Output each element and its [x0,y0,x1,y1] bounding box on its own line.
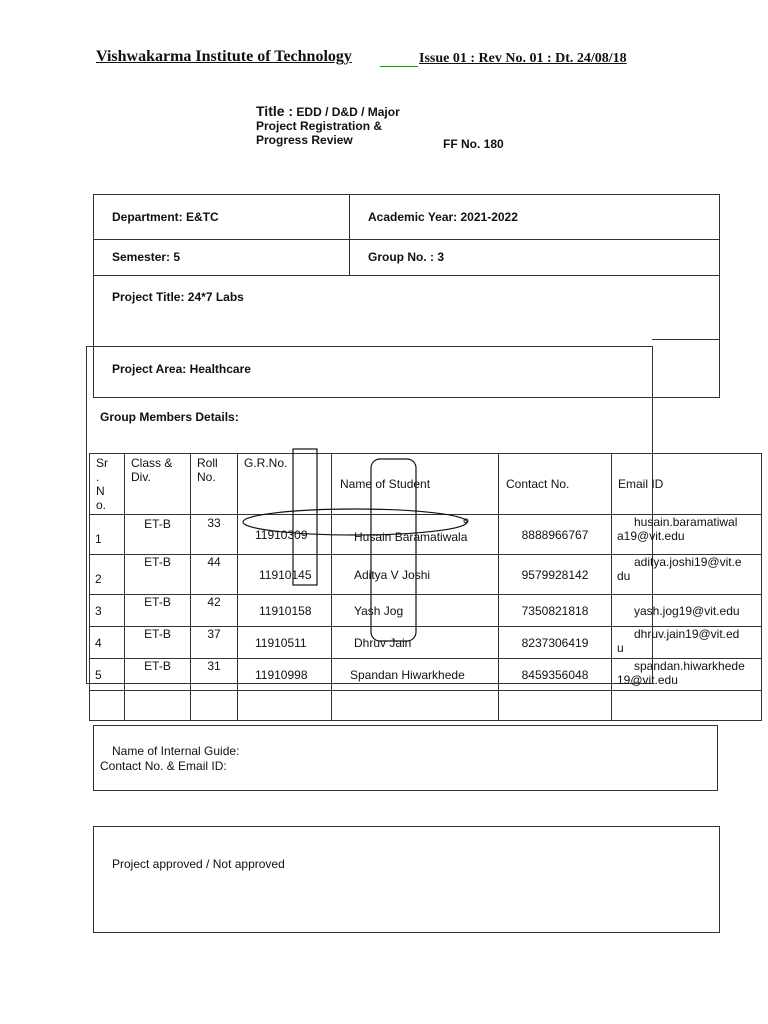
email-id: husain.baramatiwal a19@vit.edu [612,515,762,555]
email-id: spandan.hiwarkhede 19@vit.edu [612,659,762,691]
group-number-field: Group No. : 3 [368,250,444,264]
guide-contact-label: Contact No. & Email ID: [100,759,227,773]
contact-no: 9579928142 [499,555,612,595]
header-gr-no: G.R.No. [238,454,332,515]
internal-guide-box [93,725,718,791]
class-div: ET-B [125,595,191,627]
project-area-field: Project Area: Healthcare [112,362,251,376]
header-student-name: Name of Student [332,454,499,515]
contact-no: 8237306419 [499,627,612,659]
title-line-3: Progress Review [256,133,353,147]
gr-no: 11910158 [238,595,332,627]
gr-no: 11910511 [238,627,332,659]
sr-no: 4 [90,627,125,659]
approval-box [93,826,720,933]
header-email: Email ID [612,454,762,515]
gr-no: 11910309 [238,515,332,555]
roll-no: 42 [191,595,238,627]
ff-number: FF No. 180 [443,137,504,151]
contact-no: 8888966767 [499,515,612,555]
email-id: yash.jog19@vit.edu [612,595,762,627]
roll-no: 44 [191,555,238,595]
student-name: Yash Jog [332,595,499,627]
institute-name: Vishwakarma Institute of Technology [96,48,352,65]
roll-no: 31 [191,659,238,691]
sr-no: 1 [90,515,125,555]
header-roll-no: Roll No. [191,454,238,515]
department-field: Department: E&TC [112,210,219,224]
contact-no: 8459356048 [499,659,612,691]
sr-no: 2 [90,555,125,595]
semester-field: Semester: 5 [112,250,181,264]
sr-no: 3 [90,595,125,627]
class-div: ET-B [125,555,191,595]
student-name: Dhruv Jain [332,627,499,659]
title-value: EDD / D&D / Major [293,105,400,119]
email-id: aditya.joshi19@vit.e du [612,555,762,595]
approval-status: Project approved / Not approved [112,857,285,871]
roll-no: 37 [191,627,238,659]
gr-no: 11910145 [238,555,332,595]
annotation-rounded-rectangle [371,459,416,641]
annotation-ellipse [243,509,467,535]
student-name: Spandan Hiwarkhede [332,659,499,691]
project-title-field: Project Title: 24*7 Labs [112,290,244,304]
header-contact: Contact No. [499,454,612,515]
class-div: ET-B [125,515,191,555]
student-name: Husain Baramatiwala [332,515,499,555]
class-div: ET-B [125,659,191,691]
student-name: Aditya V Joshi [332,555,499,595]
class-div: ET-B [125,627,191,659]
title-label: Title : [256,103,294,119]
sr-no: 5 [90,659,125,691]
title-line-2: Project Registration & [256,119,383,133]
internal-guide-label: Name of Internal Guide: [112,744,240,758]
contact-no: 7350821818 [499,595,612,627]
issue-info: Issue 01 : Rev No. 01 : Dt. 24/08/18 [419,51,627,66]
header-sr-no: Sr . N o. [90,454,125,515]
academic-year-field: Academic Year: 2021-2022 [368,210,518,224]
email-id: dhruv.jain19@vit.ed u [612,627,762,659]
group-members-title: Group Members Details: [100,410,239,424]
gr-no: 11910998 [238,659,332,691]
annotation-rectangle [293,449,317,585]
roll-no: 33 [191,515,238,555]
header-class-div: Class & Div. [125,454,191,515]
